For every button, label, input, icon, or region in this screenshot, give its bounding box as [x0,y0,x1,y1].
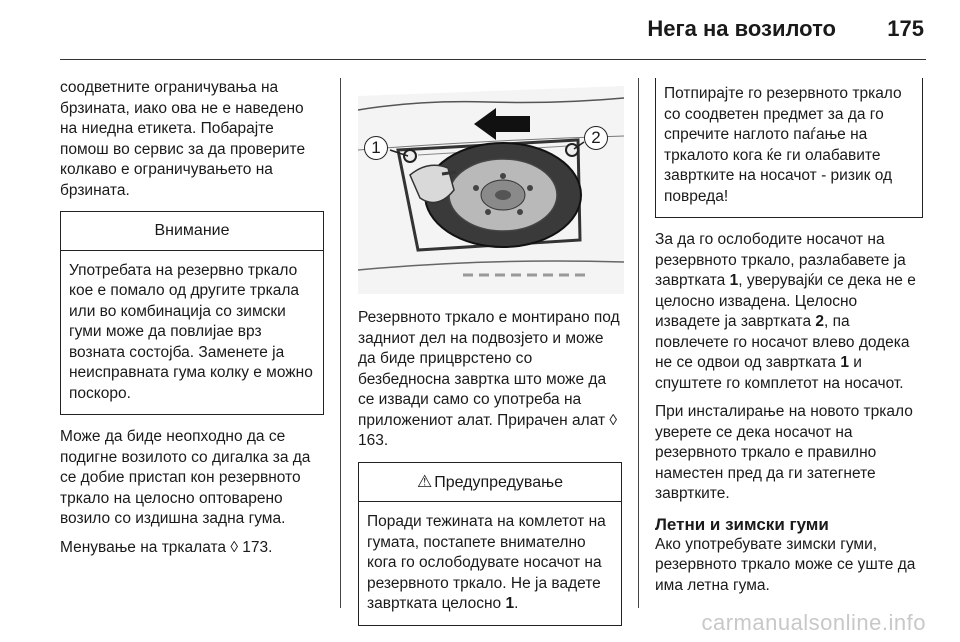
text-part: и спуштете го комплетот на носачот. [655,354,904,392]
callout-1: 1 [364,136,388,160]
callout-2: 2 [584,126,608,150]
warning-continued-text: Потпирајте го резервното тркало со соодветен предмет за да го спречите наглото паѓање на тркалото кога ќе ги олабавите завртките на носачот - ризик од повреда! [664,85,902,205]
text-part: , па повлечете го носачот влево додека не се одвои од завртката [655,313,910,371]
warning-bolt-number: 1 [505,595,515,612]
watermark: carmanualsonline.info [701,610,926,635]
text-part: За да го ослободите носачот на резервното тркало, разлабавете ја завртката [655,231,906,289]
column-3 [655,78,923,604]
paragraph-wheel-change-ref: Менување на тркалата ◊ 173. [60,538,273,556]
caution-box [60,211,324,415]
bolt-number: 1 [729,272,739,289]
page-number: 175 [887,16,924,41]
bolt-number: 2 [815,313,825,330]
warning-text-end: . [514,595,519,612]
warning-text [359,502,621,625]
warning-text-part: Поради тежината на комлетот на гумата, постапете внимателно кога го ослободувате носачот на резервното тркало. Не ја вадете завртката целосно [367,513,606,612]
page-header [60,0,926,60]
paragraph-spare-mount: Резервното тркало е монтирано под задниот дел на подвозјето и може да биде прицврстено со безбедносна завртка што може да се извади само со употреба на приложениот алат. Прирачен алат ◊ 163. [358,309,620,449]
spare-wheel-figure [358,80,624,294]
column-2 [358,78,622,626]
text-part: , уверувајќи се дека не е целосно извадена. Целосно извадете ја завртката [655,272,916,330]
paragraph-jack: Може да биде неопходно да се подигне возилото со дигалка за да се добие пристап кон резервното тркало на целосно оптоварено возило со издишна задна гума. [60,428,311,527]
paragraph-speed-limit: соодветните ограничувања на брзината, иако ова не е наведено на ниедна етикета. Побарајте помош во сервис за да проверите колкаво е ограничувањето на брзината. [60,79,306,199]
column-divider-2 [638,78,639,608]
caution-text: Употребата на резервно тркало кое е помало од другите тркала или во комбинација со зимски гуми може да повлијае врз возната состојба. Заменете ја неисправната гума колку е можно поскоро. [69,261,313,402]
paragraph-winter-tyres: Ако употребувате зимски гуми, резервното тркало може се уште да има летна гума. [655,535,916,594]
spare-wheel-illustration [358,80,624,294]
page-title: Нега на возилото [647,16,836,41]
warning-title: Предупредување [434,473,564,491]
column-1 [60,78,324,566]
warning-continued-box [655,78,923,218]
warning-box [358,462,622,626]
paragraph-release-carrier [655,230,923,394]
paragraph-install: При инсталирање на новото тркало уверете се дека носачот на резервното тркало е правилно наместен пред да ги затегнете завртките. [655,403,913,502]
caution-title: Внимание [61,212,323,251]
section-heading-tyres: Летни и зимски гуми [655,514,829,534]
column-divider-1 [340,78,341,608]
warning-header [359,463,621,503]
warning-triangle-icon: ⚠ [416,471,433,491]
bolt-number: 1 [840,354,849,371]
